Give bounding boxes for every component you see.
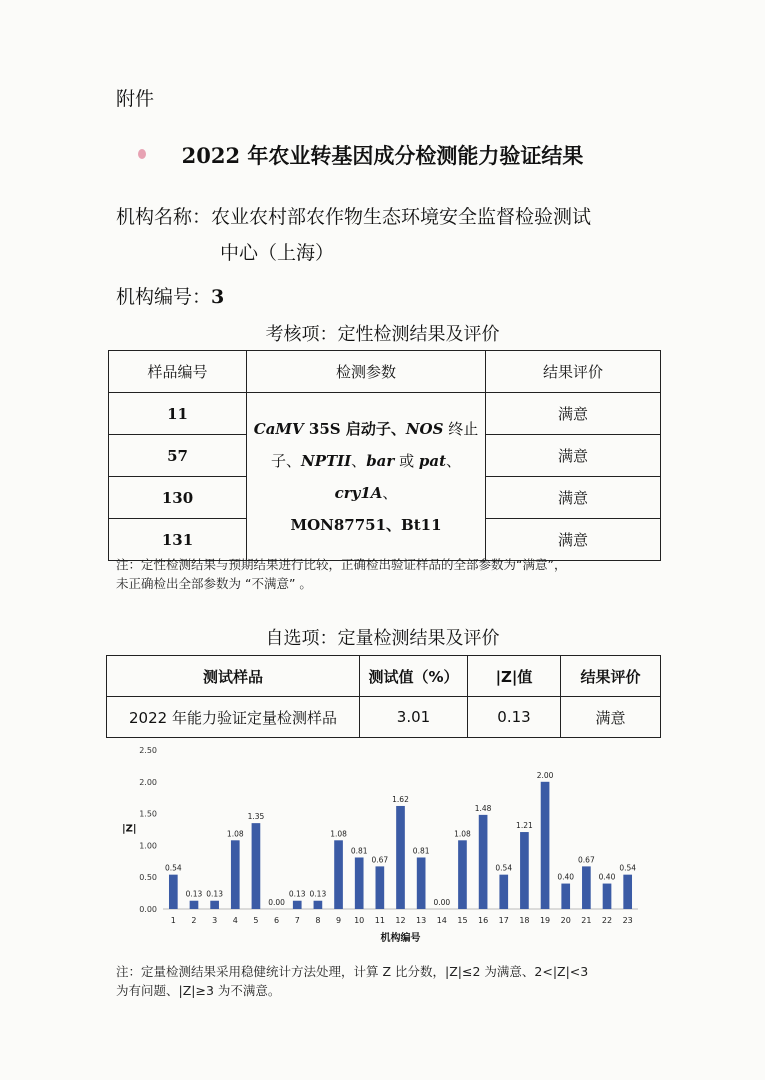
z-value: 0.13 — [468, 697, 561, 738]
bar — [499, 875, 508, 909]
bar — [334, 840, 343, 909]
x-tick-label: 22 — [601, 916, 613, 925]
bar — [396, 806, 405, 909]
document-title: 2022 年农业转基因成分检测能力验证结果 — [181, 143, 584, 168]
bar — [169, 875, 178, 909]
org-name-label: 机构名称： — [116, 206, 212, 228]
param-nos: NOS — [405, 419, 444, 438]
data-label: 1.08 — [330, 829, 347, 839]
table-row — [107, 697, 661, 738]
quantitative-title: 自选项：定量检测结果及评价 — [265, 628, 500, 649]
data-label: 0.40 — [557, 872, 575, 882]
z-score-bar-chart — [108, 742, 648, 954]
note-line: 注：定量检测结果采用稳健统计方法处理，计算 Z 比分数，|Z|≤2 为满意、2<|Z|<3 — [116, 964, 589, 979]
y-axis-label: |Z| — [122, 823, 137, 835]
x-tick-label: 21 — [581, 916, 592, 925]
data-label: 0.40 — [598, 872, 616, 882]
org-name-line1 — [116, 202, 591, 229]
param-terminator: 终止子、 — [270, 419, 479, 470]
test-value: 3.01 — [360, 697, 468, 738]
param-cry1a: cry1A — [334, 483, 383, 502]
y-tick-label: 2.50 — [139, 746, 157, 755]
bar — [561, 884, 570, 909]
data-label: 0.54 — [495, 863, 513, 873]
header-sample: 测试样品 — [107, 656, 360, 697]
x-tick-label: 23 — [622, 916, 633, 925]
bar — [231, 840, 240, 909]
param-sep: 、 — [382, 483, 398, 502]
x-tick-label: 11 — [374, 916, 385, 925]
bar — [582, 866, 591, 909]
data-label: 0.13 — [185, 889, 203, 899]
data-label: 1.35 — [247, 812, 265, 822]
bar — [479, 815, 488, 909]
x-tick-label: 16 — [478, 916, 489, 925]
data-label: 0.54 — [164, 863, 182, 873]
data-label: 0.13 — [288, 889, 306, 899]
org-name-line2: 中心（上海） — [220, 242, 335, 264]
x-tick-label: 7 — [294, 916, 300, 925]
evaluation: 满意 — [486, 477, 661, 519]
x-tick-label: 17 — [498, 916, 509, 925]
data-label: 0.67 — [578, 855, 595, 865]
table-row — [109, 393, 661, 435]
note-line: 为有问题、|Z|≥3 为不满意。 — [116, 983, 281, 998]
data-label: 1.48 — [474, 803, 492, 813]
evaluation: 满意 — [486, 393, 661, 435]
param-or: 或 — [394, 451, 419, 470]
x-tick-label: 4 — [232, 916, 238, 925]
x-tick-label: 3 — [212, 916, 218, 925]
qualitative-title: 考核项：定性检测结果及评价 — [265, 324, 500, 345]
param-nptii: NPTII — [300, 451, 352, 470]
note-line: 注：定性检测结果与预期结果进行比较，正确检出验证样品的全部参数为“满意”， — [116, 557, 567, 572]
table-header-row — [107, 656, 661, 697]
data-label: 0.13 — [309, 889, 327, 899]
param-sep: 、 — [446, 451, 462, 470]
header-params: 检测参数 — [247, 351, 486, 393]
org-name-value: 农业农村部农作物生态环境安全监督检验测试 — [211, 206, 592, 228]
data-label: 1.08 — [226, 829, 244, 839]
bar — [520, 832, 529, 909]
qualitative-table — [108, 350, 661, 561]
data-label: 0.00 — [433, 898, 451, 907]
evaluation: 满意 — [486, 519, 661, 561]
data-label: 0.13 — [206, 889, 223, 899]
x-tick-label: 10 — [354, 916, 365, 925]
data-label: 1.08 — [454, 829, 471, 839]
bar — [252, 823, 261, 909]
header-value: 测试值（%） — [360, 656, 468, 697]
sample-id: 57 — [109, 435, 247, 477]
org-id-line — [116, 282, 224, 309]
param-sep: 、 — [351, 451, 367, 470]
x-tick-label: 5 — [253, 916, 259, 925]
param-camv: CaMV — [253, 419, 304, 438]
param-events: MON87751、Bt11 — [290, 515, 442, 534]
x-tick-label: 14 — [436, 916, 447, 925]
data-label: 1.62 — [392, 794, 409, 804]
x-tick-label: 18 — [519, 916, 530, 925]
x-tick-label: 19 — [539, 916, 551, 925]
data-label: 0.67 — [371, 855, 389, 865]
data-label: 2.00 — [536, 770, 554, 780]
param-pat: pat — [418, 451, 446, 470]
x-tick-label: 20 — [560, 916, 571, 925]
param-bar: bar — [366, 451, 395, 470]
data-label: 1.21 — [516, 821, 533, 831]
x-axis-label: 机构编号 — [380, 933, 421, 944]
header-evaluation: 结果评价 — [561, 656, 661, 697]
table-header-row — [109, 351, 661, 393]
bar — [293, 901, 302, 909]
x-tick-label: 6 — [274, 916, 280, 925]
bar — [603, 884, 612, 909]
y-tick-label: 0.50 — [139, 873, 157, 883]
sample-id: 131 — [109, 519, 247, 561]
param-35s: 35S 启动子、 — [303, 419, 406, 438]
qualitative-note — [116, 555, 666, 593]
header-evaluation: 结果评价 — [486, 351, 661, 393]
x-tick-label: 2 — [191, 916, 197, 925]
x-tick-label: 1 — [170, 916, 176, 925]
data-label: 0.54 — [619, 863, 637, 873]
detection-params — [247, 393, 486, 561]
sample-id: 130 — [109, 477, 247, 519]
sample-name: 2022 年能力验证定量检测样品 — [107, 697, 360, 738]
evaluation: 满意 — [486, 435, 661, 477]
note-line: 未正确检出全部参数为 “不满意” 。 — [116, 576, 312, 591]
header-sample-id: 样品编号 — [109, 351, 247, 393]
bar — [623, 875, 632, 909]
data-label: 0.81 — [412, 846, 430, 856]
sample-id: 11 — [109, 393, 247, 435]
quantitative-note — [116, 962, 676, 1000]
x-tick-label: 9 — [335, 916, 342, 925]
data-label: 0.81 — [350, 846, 368, 856]
y-tick-label: 1.50 — [139, 809, 157, 819]
header-z: |Z|值 — [468, 656, 561, 697]
data-label: 0.00 — [268, 898, 285, 907]
bar — [314, 901, 323, 909]
bar — [376, 866, 385, 909]
x-tick-label: 15 — [457, 916, 468, 925]
evaluation: 满意 — [561, 697, 661, 738]
y-tick-label: 2.00 — [139, 777, 157, 787]
bar — [541, 782, 550, 909]
y-tick-label: 0.00 — [139, 905, 157, 914]
bar — [355, 857, 364, 909]
quantitative-table — [106, 655, 661, 738]
x-tick-label: 8 — [315, 916, 321, 925]
attachment-label: 附件 — [116, 88, 155, 110]
x-tick-label: 12 — [395, 916, 406, 925]
bar — [458, 840, 467, 909]
org-id-label: 机构编号： — [116, 286, 212, 308]
y-tick-label: 1.00 — [139, 841, 157, 851]
org-id-value: 3 — [211, 286, 225, 308]
bar — [190, 901, 199, 909]
bar — [210, 901, 219, 909]
bar — [417, 857, 426, 909]
x-tick-label: 13 — [416, 916, 427, 925]
